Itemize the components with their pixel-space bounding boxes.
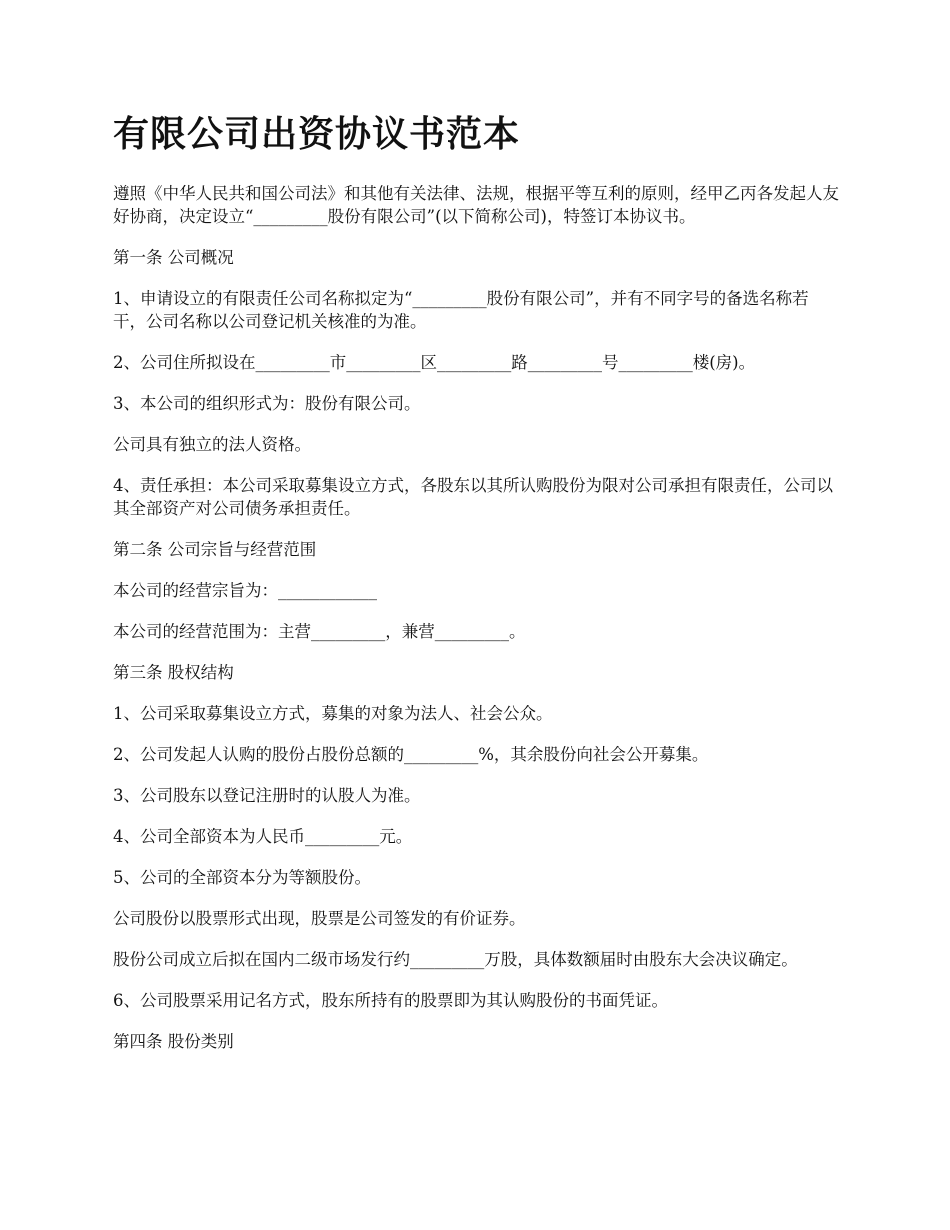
article-1-clause-1: 1、申请设立的有限责任公司名称拟定为“_________股份有限公司”，并有不同字号的备选名称若干，公司名称以公司登记机关核准的为准。 <box>113 289 809 331</box>
article-3-clause-3: 3、公司股东以登记注册时的认股人为准。 <box>113 786 421 805</box>
article-2-heading: 第二条 公司宗旨与经营范围 <box>113 540 317 559</box>
document-title: 有限公司出资协议书范本 <box>113 113 521 155</box>
article-1-clause-3: 3、本公司的组织形式为：股份有限公司。 <box>113 394 421 413</box>
article-3-clause-6: 6、公司股票采用记名方式，股东所持有的股票即为其认购股份的书面凭证。 <box>113 991 668 1010</box>
article-3-heading: 第三条 股权结构 <box>113 663 234 682</box>
document-page <box>113 108 841 1071</box>
article-3-clause-1: 1、公司采取募集设立方式，募集的对象为法人、社会公众。 <box>113 704 553 723</box>
preamble-paragraph: 遵照《中华人民共和国公司法》和其他有关法律、法规，根据平等互利的原则，经甲乙丙各发起人友好协商，决定设立“_________股份有限公司”(以下简称公司)，特签订本协议书。 <box>113 184 839 226</box>
article-3-note-1: 公司股份以股票形式出现，股票是公司签发的有价证券。 <box>113 909 526 928</box>
article-3-note-2: 股份公司成立后拟在国内二级市场发行约_________万股，具体数额届时由股东大会决议确定。 <box>113 950 798 969</box>
article-1-clause-4: 4、责任承担：本公司采取募集设立方式，各股东以其所认购股份为限对公司承担有限责任，公司以其全部资产对公司债务承担责任。 <box>113 476 833 518</box>
article-3-clause-2: 2、公司发起人认购的股份占股份总额的_________%，其余股份向社会公开募集。 <box>113 745 709 764</box>
article-3-clause-5: 5、公司的全部资本分为等额股份。 <box>113 868 371 887</box>
article-2-scope: 本公司的经营范围为：主营_________，兼营_________。 <box>113 622 526 641</box>
article-1-note: 公司具有独立的法人资格。 <box>113 435 311 454</box>
article-3-clause-4: 4、公司全部资本为人民币_________元。 <box>113 827 413 846</box>
article-1-heading: 第一条 公司概况 <box>113 248 234 267</box>
article-1-clause-2: 2、公司住所拟设在_________市_________区_________路_________号_________楼(房)。 <box>113 353 756 372</box>
article-2-purpose: 本公司的经营宗旨为：____________ <box>113 581 377 600</box>
article-4-heading: 第四条 股份类别 <box>113 1032 234 1051</box>
